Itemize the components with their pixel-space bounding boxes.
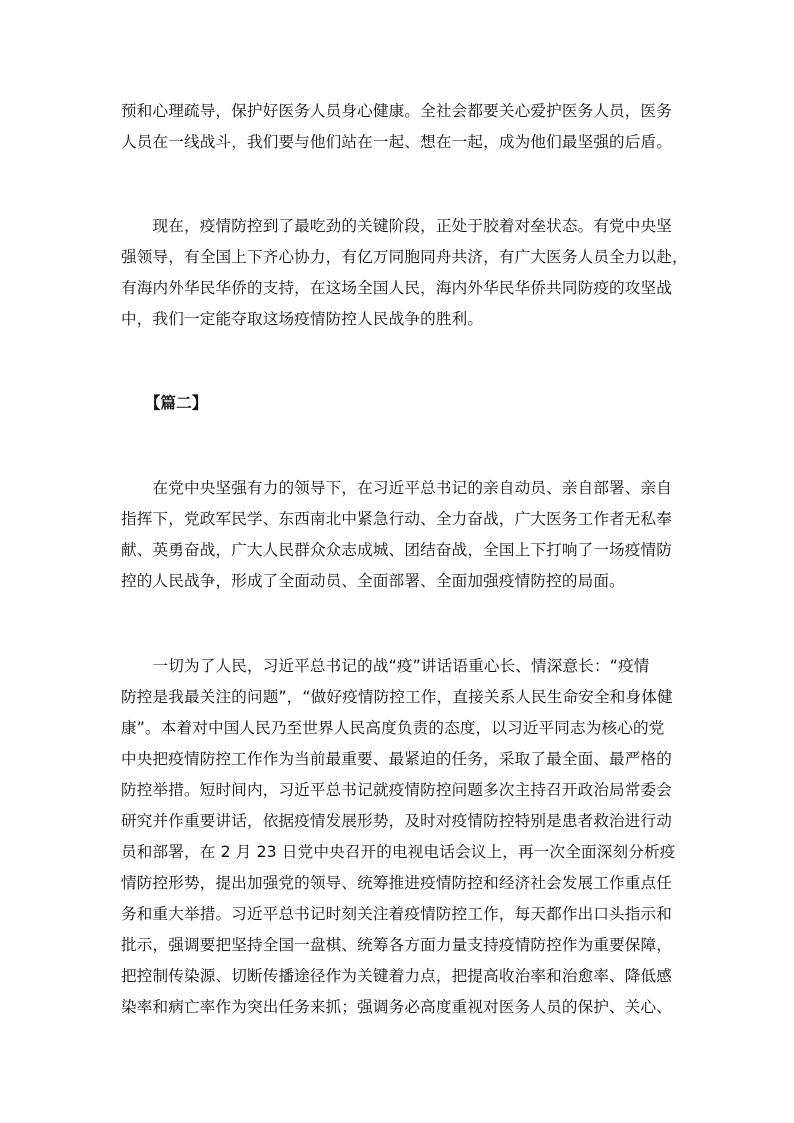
- text-line: 把控制传染源、切断传播途径作为关键着力点，把提高收治率和治愈率、降低感: [121, 967, 673, 985]
- text-line: 一切为了人民，习近平总书记的战“疫”讲话语重心长、情深意长：“疫情: [121, 657, 650, 675]
- text-line: 中央把疫情防控工作作为当前最重要、最紧迫的任务，采取了最全面、最严格的: [121, 750, 673, 768]
- text-line: 强领导，有全国上下齐心协力，有亿万同胞同舟共济，有广大医务人员全力以赴，: [121, 248, 688, 266]
- text-line: 务和重大举措。习近平总书记时刻关注着疫情防控工作，每天都作出口头指示和: [121, 905, 673, 923]
- text-line: 献、英勇奋战，广大人民群众众志成城、团结奋战，全国上下打响了一场疫情防: [121, 541, 673, 559]
- text-line: 指挥下，党政军民学、东西南北中紧急行动、全力奋战，广大医务工作者无私奉: [121, 510, 673, 528]
- text-line: 有海内外华民华侨的支持，在这场全国人民，海内外华民华侨共同防疫的攻坚战: [121, 279, 673, 297]
- text-line: 现在，疫情防控到了最吃劲的关键阶段，正处于胶着对垒状态。有党中央坚: [121, 217, 673, 235]
- text-line: 染率和病亡率作为突出任务来抓；强调务必高度重视对医务人员的保护、关心、: [121, 998, 673, 1016]
- text-line: 中，我们一定能夺取这场疫情防控人民战争的胜利。: [121, 310, 484, 328]
- text-line: 预和心理疏导，保护好医务人员身心健康。全社会都要关心爱护医务人员，医务: [121, 102, 673, 120]
- text-line: 情防控形势，提出加强党的领导、统筹推进疫情防控和经济社会发展工作重点任: [121, 874, 673, 892]
- text-line: 批示，强调要把坚持全国一盘棋、统筹各方面力量支持疫情防控作为重要保障，: [121, 936, 673, 954]
- text-line: 控的人民战争，形成了全面动员、全面部署、全面加强疫情防控的局面。: [121, 572, 625, 590]
- text-line: 员和部署，在 2 月 23 日党中央召开的电视电话会议上，再一次全面深刻分析疫: [121, 843, 676, 861]
- text-line: 人员在一线战斗，我们要与他们站在一起、想在一起，成为他们最坚强的后盾。: [121, 133, 673, 151]
- section-heading: 【篇二】: [121, 394, 208, 412]
- text-line: 康”。本着对中国人民乃至世界人民高度负责的态度，以习近平同志为核心的党: [121, 719, 665, 737]
- text-line: 研究并作重要讲话，依据疫情发展形势，及时对疫情防控特别是患者救治进行动: [121, 812, 673, 830]
- text-line: 在党中央坚强有力的领导下，在习近平总书记的亲自动员、亲自部署、亲自: [121, 479, 673, 497]
- text-line: 防控是我最关注的问题”，“做好疫情防控工作，直接关系人民生命安全和身体健: [121, 688, 673, 706]
- text-line: 防控举措。短时间内，习近平总书记就疫情防控问题多次主持召开政治局常委会: [121, 781, 673, 799]
